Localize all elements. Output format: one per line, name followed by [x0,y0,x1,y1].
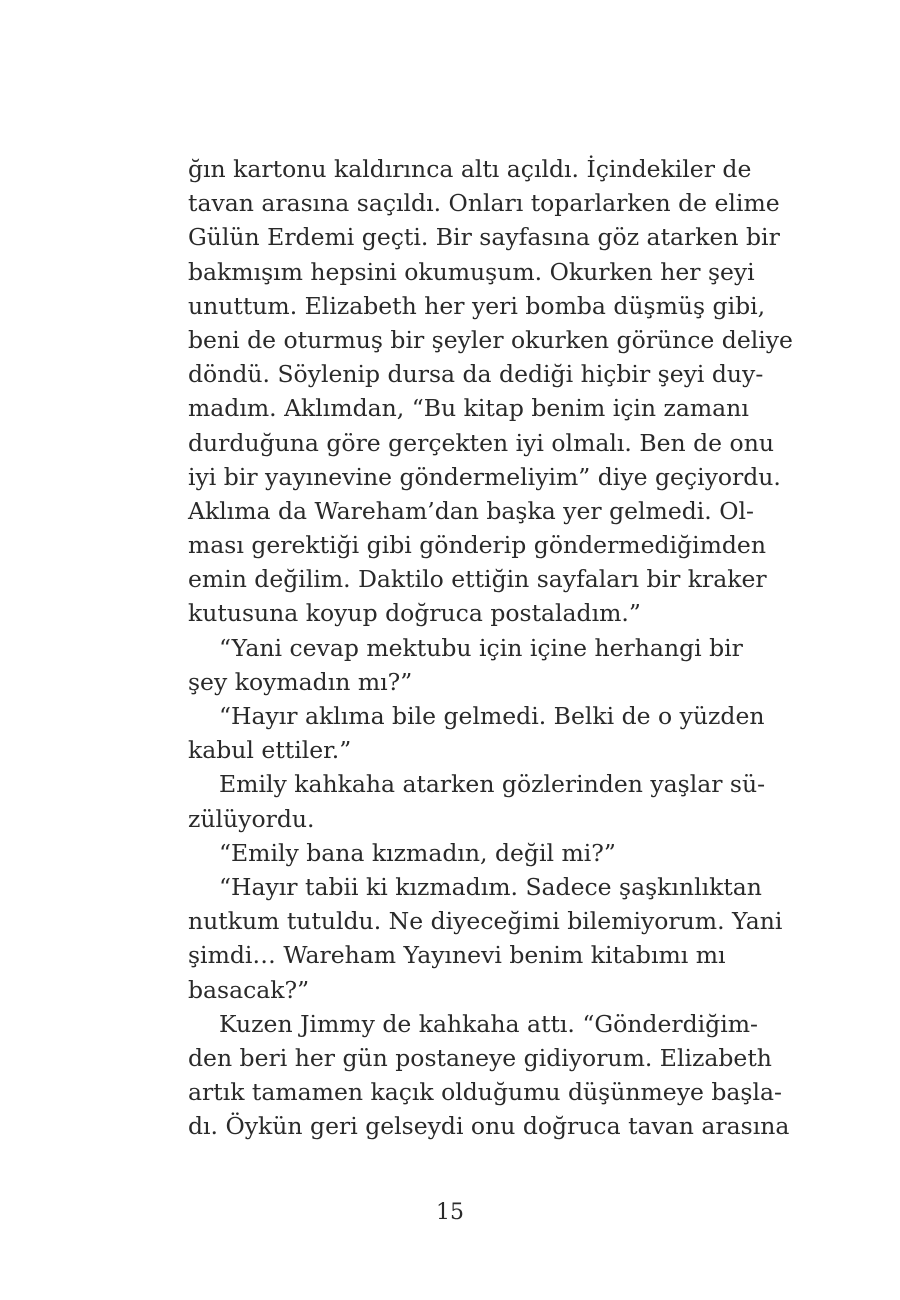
text-line: dı. Öykün geri gelseydi onu doğruca tavan arasına [188,1112,790,1141]
text-line: döndü. Söylenip dursa da dediği hiçbir şeyi duy- [188,360,764,389]
text-line: ğın kartonu kaldırınca altı açıldı. İçindekiler de [188,155,752,183]
text-line: ması gerektiği gibi gönderip göndermediğimden [188,531,766,560]
paragraph-start-line: “Hayır tabii ki kızmadım. Sadece şaşkınlıktan [219,872,762,901]
text-line: madım. Aklımdan, “Bu kitap benim için zamanı [188,394,749,423]
text-line: tavan arasına saçıldı. Onları toparlarken de elime [188,189,780,218]
text-line: şey koymadın mı?” [188,667,413,696]
text-line: nutkum tutuldu. Ne diyeceğimi bilemiyorum. Yani [188,907,783,936]
text-line: durduğuna göre gerçekten iyi olmalı. Ben de onu [188,428,774,457]
paragraph-start-line: “Emily bana kızmadın, değil mi?” [219,838,616,867]
page-number: 15 [436,1200,464,1225]
text-line: beni de oturmuş bir şeyler okurken görünce deliye [188,325,793,354]
text-line: emin değilim. Daktilo ettiğin sayfaları bir kraker [188,565,767,594]
paragraph-start-line: Kuzen Jimmy de kahkaha attı. “Gönderdiğim- [219,1009,758,1038]
paragraph-start-line: “Yani cevap mektubu için içine herhangi bir [219,633,743,662]
body-text [188,152,793,1143]
text-line: unuttum. Elizabeth her yeri bomba düşmüş gibi, [188,291,766,320]
text-line: Aklıma da Wareham’dan başka yer gelmedi. Ol- [188,496,754,525]
text-line: iyi bir yayınevine göndermeliyim” diye geçiyordu. [188,462,781,491]
paragraph-start-line: “Hayır aklıma bile gelmedi. Belki de o yüzden [219,702,765,730]
text-line: zülüyordu. [188,804,315,833]
paragraph-start-line: Emily kahkaha atarken gözlerinden yaşlar sü- [219,770,766,799]
text-line: artık tamamen kaçık olduğumu düşünmeye başla- [188,1078,782,1107]
text-line: Gülün Erdemi geçti. Bir sayfasına göz atarken bir [188,223,780,252]
text-line: kutusuna koyup doğruca postaladım.” [188,599,641,628]
text-line: basacak?” [188,975,310,1004]
text-line: kabul ettiler.” [188,736,352,765]
text-line: şimdi… Wareham Yayınevi benim kitabımı mı [188,941,726,970]
text-line: bakmışım hepsini okumuşum. Okurken her şeyi [188,257,755,286]
text-line: den beri her gün postaneye gidiyorum. Elizabeth [188,1043,772,1072]
